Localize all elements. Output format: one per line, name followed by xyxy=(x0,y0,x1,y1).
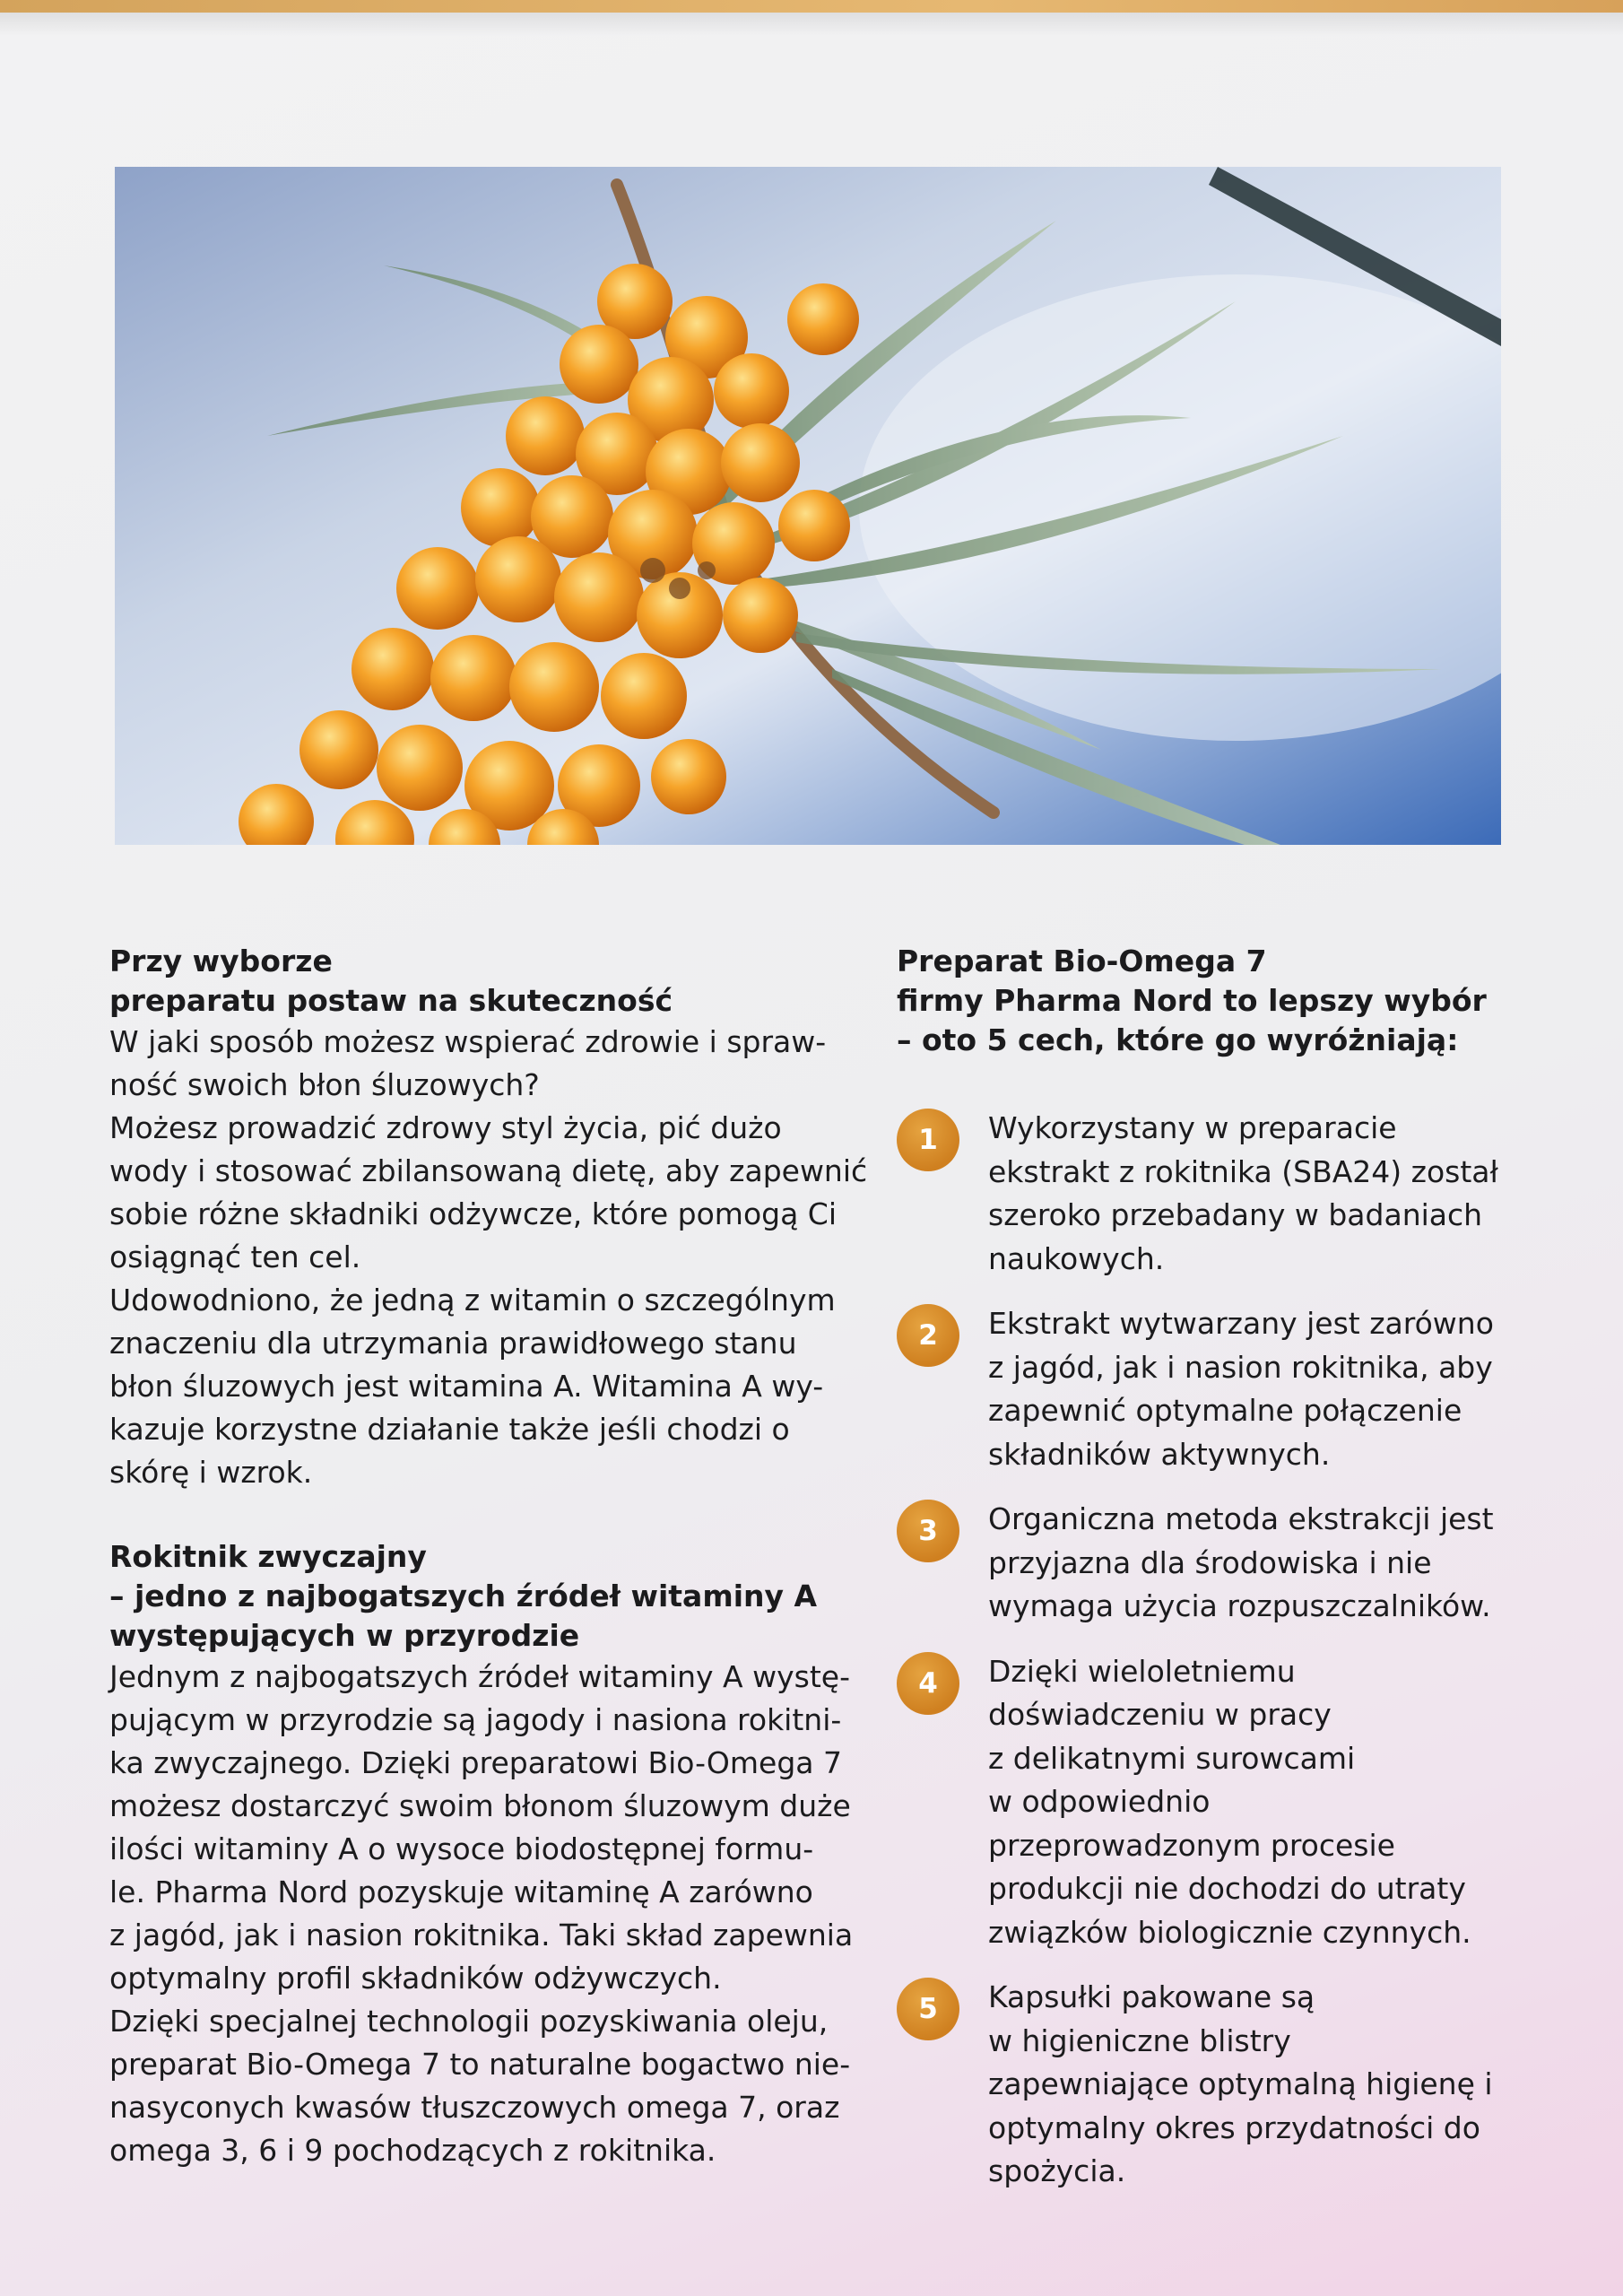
feature-item-2 xyxy=(897,1302,1524,1476)
top-color-band xyxy=(0,0,1623,13)
berries-illustration xyxy=(115,167,1501,845)
number-badge: 1 xyxy=(897,1109,959,1171)
feature-item-3 xyxy=(897,1498,1524,1629)
feature-text: Kapsułki pakowane są w higieniczne blistry zapewniające optymalną higienę i optymalny okres przydatności do spożycia. xyxy=(988,1979,1493,2188)
top-shadow xyxy=(0,13,1623,36)
number-badge: 4 xyxy=(897,1652,959,1715)
sea-buckthorn-photo xyxy=(115,167,1501,845)
left-column xyxy=(109,942,868,2172)
features-heading: Preparat Bio-Omega 7 firmy Pharma Nord to lepszy wybór – oto 5 cech, które go wyróżniają: xyxy=(897,944,1487,1057)
feature-text: Wykorzystany w preparacie ekstrakt z rokitnika (SBA24) został szeroko przebadany w badaniach naukowych. xyxy=(988,1110,1498,1276)
features-list xyxy=(897,1107,1524,2194)
feature-item-4 xyxy=(897,1650,1524,1955)
section2-heading: Rokitnik zwyczajny – jedno z najbogatszych źródeł witaminy A występujących w przyrodzie xyxy=(109,1539,818,1653)
number-badge: 3 xyxy=(897,1500,959,1562)
section1-body: W jaki sposób możesz wspierać zdrowie i spraw- ność swoich błon śluzowych? Możesz prowadzić zdrowy styl życia, pić dużo wody i stosować zbilansowaną dietę, aby zapewnić sobie różne składniki odżywcze, które pomogą Ci osiągnąć ten cel. Udowodniono, że jedną z witamin o szczególnym znaczeniu dla utrzymania prawidłowego stanu błon śluzowych jest witamina A. Witamina A wy- kazuje korzystne działanie także jeśli chodzi o skórę i wzrok. xyxy=(109,1024,868,1490)
feature-text: Organiczna metoda ekstrakcji jest przyjazna dla środowiska i nie wymaga użycia rozpuszczalników. xyxy=(988,1501,1494,1623)
feature-text: Ekstrakt wytwarzany jest zarówno z jagód, jak i nasion rokitnika, aby zapewnić optymalne połączenie składników aktywnych. xyxy=(988,1306,1494,1472)
number-badge: 2 xyxy=(897,1304,959,1367)
feature-item-5 xyxy=(897,1976,1524,2194)
feature-item-1 xyxy=(897,1107,1524,1281)
section2-body: Jednym z najbogatszych źródeł witaminy A wystę- pującym w przyrodzie są jagody i nasiona rokitni- ka zwyczajnego. Dzięki preparatowi Bio-Omega 7 możesz dostarczyć swoim błonom śluzowym duże ilości witaminy A o wysoce biodostępnej formu- le. Pharma Nord pozyskuje witaminę A zarówno z jagód, jak i nasion rokitnika. Taki skład zapewnia optymalny profil składników odżywczych. Dzięki specjalnej technologii pozyskiwania oleju, preparat Bio-Omega 7 to naturalne bogactwo nie- nasyconych kwasów tłuszczowych omega 7, oraz omega 3, 6 i 9 pochodzących z rokitnika. xyxy=(109,1659,854,2168)
right-column xyxy=(897,942,1524,2215)
feature-text: Dzięki wieloletniemu doświadczeniu w pracy z delikatnymi surowcami w odpowiednio przeprowadzonym procesie produkcji nie dochodzi do utraty związków biologicznie czynnych. xyxy=(988,1653,1471,1950)
section1-heading: Przy wyborze preparatu postaw na skuteczność xyxy=(109,944,673,1018)
number-badge: 5 xyxy=(897,1978,959,2040)
